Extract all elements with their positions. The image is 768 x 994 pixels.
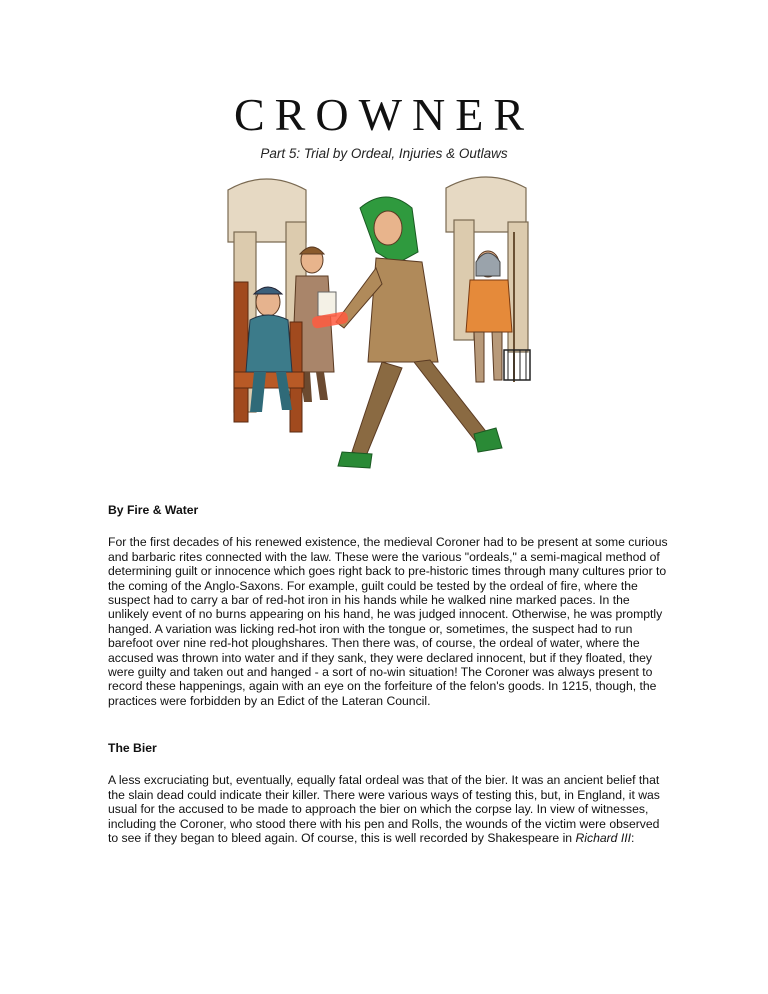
- play-title: Richard III: [575, 831, 632, 846]
- section-bier: [108, 741, 668, 845]
- document-subtitle: Part 5: Trial by Ordeal, Injuries & Outlaws: [260, 146, 508, 161]
- section-paragraph: For the first decades of his renewed existence, the medieval Coroner had to be present at some curious and barbaric rites connected with the law. These were the various "ordeals," a semi-magical method of determining guilt or innocence which goes right back to pre-historic times through many cultures prior to the coming of the Anglo-Saxons. For example, guilt could be tested by the ordeal of fire, where the suspect had to carry a bar of red-hot iron in his hands while he walked nine marked paces. In the unlikely event of no burns appearing on his hand, he was judged innocent. Otherwise, he was promptly hanged. A variation was licking red-hot iron with the tongue or, sometimes, the suspect had to run barefoot over nine red-hot ploughshares. Then there was, of course, the ordeal of water, where the accused was thrown into water and if they sank, they were declared innocent, but if they floated, they were guilty and taken out and hanged - a sort of no-win situation! The Coroner was always present to record these happenings, again with an eye on the forfeiture of the felon's goods. In 1215, though, the practices were forbidden by an Edict of the Lateran Council.: [108, 535, 668, 708]
- section-paragraph: [108, 773, 668, 845]
- section-heading: By Fire & Water: [108, 503, 199, 517]
- document-title: CROWNER: [234, 89, 534, 140]
- section-fire-water: [108, 503, 668, 708]
- ordeal-illustration: [226, 172, 538, 484]
- section-heading: The Bier: [108, 741, 157, 755]
- paragraph-text: A less excruciating but, eventually, equally fatal ordeal was that of the bier. It was an ancient belief that the slain dead could indicate their killer. There were various ways of testing this, but, in England, it was usual for the accused to be made to approach the bier on which the corpse lay. In view of witnesses, including the Coroner, who stood there with his pen and Rolls, the wounds of the victim were observed to see if they began to bleed again. Of course, this is well recorded by Shakespeare in: [108, 773, 660, 846]
- paragraph-end: :: [631, 831, 635, 846]
